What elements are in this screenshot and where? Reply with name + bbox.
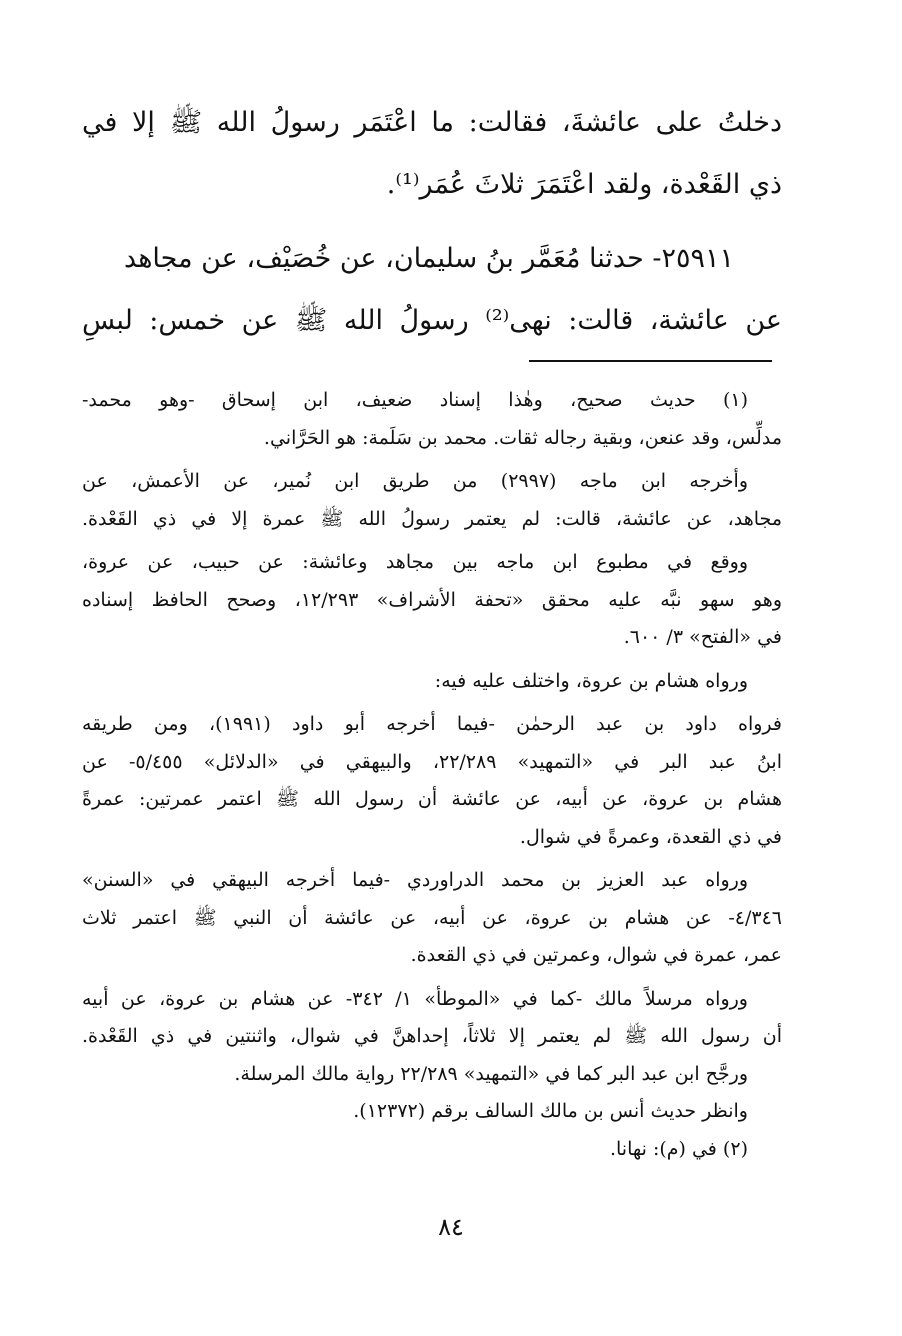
- footnote-line: مدلِّس، وقد عنعن، وبقية رجاله ثقات. محمد بن سَلَمة: هو الحَرَّاني.: [263, 426, 782, 449]
- footnote-line: ورواه عبد العزيز بن محمد الدراوردي -فيما أخرجه البيهقي في «السنن»: [82, 869, 748, 891]
- footnote-separator: [529, 360, 772, 362]
- footnote-line: فرواه داود بن عبد الرحمٰن -فيما أخرجه أبو داود (١٩٩١)، ومن طريقه: [82, 713, 782, 735]
- main-text: [82, 92, 782, 352]
- main-line: دخلتُ على عائشةَ، فقالت: ما اعْتَمَر رسولُ الله ﷺ إلا في: [82, 107, 782, 138]
- main-line: ٢٥٩١١- حدثنا مُعَمَّر بنُ سليمان، عن خُصَيْف، عن مجاهد: [124, 243, 734, 274]
- footnote-line: ورجَّح ابن عبد البر كما في «التمهيد» ٢٢/٢٨٩ رواية مالك المرسلة.: [234, 1062, 748, 1085]
- footnote-line: ورواه مرسلاً مالك -كما في «الموطأ» ١/ ٣٤٢- عن هشام بن عروة، عن أبيه: [82, 987, 748, 1010]
- main-line: عن عائشة، قالت: نهى⁽²⁾ رسولُ الله ﷺ عن خمس: لبسِ: [82, 305, 782, 336]
- footnote-line: هشام بن عروة، عن أبيه، عن عائشة أن رسول الله ﷺ اعتمر عمرتين: عمرةً: [82, 788, 782, 810]
- footnote-line: وانظر حديث أنس بن مالك السالف برقم (١٢٣٧٢).: [353, 1100, 748, 1122]
- footnote-line: وأخرجه ابن ماجه (٢٩٩٧) من طريق ابن نُمير، عن الأعمش، عن: [82, 470, 748, 492]
- footnote-line: (١) حديث صحيح، وهٰذا إسناد ضعيف، ابن إسحاق -وهو محمد-: [82, 389, 748, 411]
- footnote-line: ابنُ عبد البر في «التمهيد» ٢٢/٢٨٩، والبيهقي في «الدلائل» ٥/٤٥٥- عن: [82, 750, 782, 773]
- footnote-line: ورواه هشام بن عروة، واختلف عليه فيه:: [434, 669, 748, 692]
- footnote-line: عمر، عمرة في شوال، وعمرتين في ذي القعدة.: [410, 944, 782, 966]
- footnote-line: في «الفتح» ٣/ ٦٠٠.: [623, 626, 782, 648]
- footnote-line: أن رسول الله ﷺ لم يعتمر إلا ثلاثاً، إحداهنَّ في شوال، واثنتين في ذي القَعْدة.: [82, 1025, 782, 1047]
- footnote-line: مجاهد، عن عائشة، قالت: لم يعتمر رسولُ الله ﷺ عمرة إلا في ذي القَعْدة.: [82, 507, 782, 530]
- main-line: ذي القَعْدة، ولقد اعْتَمَرَ ثلاثَ عُمَر⁽¹⁾.: [386, 169, 782, 200]
- page-number: ٨٤: [438, 1213, 464, 1241]
- footnote-line: ووقع في مطبوع ابن ماجه بين مجاهد وعائشة: عن حبيب، عن عروة،: [82, 551, 748, 573]
- footnotes: [82, 382, 782, 1168]
- footnote-line: (٢) في (م): نهانا.: [609, 1137, 748, 1160]
- footnote-line: في ذي القعدة، وعمرةً في شوال.: [519, 825, 782, 848]
- footnote-line: وهو سهو نبَّه عليه محقق «تحفة الأشراف» ١٢/٢٩٣، وصحح الحافظ إسناده: [82, 588, 782, 611]
- footnote-line: ٤/٣٤٦- عن هشام بن عروة، عن أبيه، عن عائشة أن النبي ﷺ اعتمر ثلاث: [82, 906, 782, 929]
